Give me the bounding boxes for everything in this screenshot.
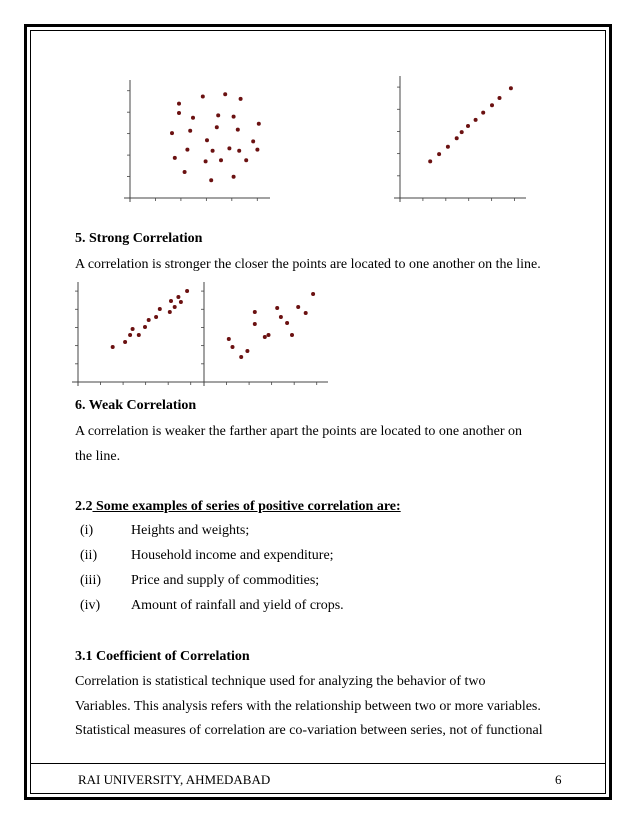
- scatter-plot-1: [118, 76, 278, 206]
- data-point: [437, 152, 441, 156]
- data-point: [227, 337, 231, 341]
- list-item-number: (i): [80, 523, 94, 538]
- examples-section-number: 2.2: [75, 499, 93, 514]
- data-point: [205, 138, 209, 142]
- data-point: [215, 125, 219, 129]
- data-point: [311, 292, 315, 296]
- coefficient-text-line1: Correlation is statistical technique used for analyzing the behavior of two: [75, 674, 486, 689]
- data-point: [237, 149, 241, 153]
- data-point: [428, 159, 432, 163]
- heading-examples: [75, 498, 401, 516]
- data-point: [232, 175, 236, 179]
- data-point: [466, 124, 470, 128]
- footer-university: RAI UNIVERSITY, AHMEDABAD: [78, 772, 271, 787]
- data-point: [177, 111, 181, 115]
- data-point: [211, 149, 215, 153]
- data-point: [304, 311, 308, 315]
- data-point: [490, 103, 494, 107]
- data-point: [253, 310, 257, 314]
- heading-strong-correlation: 5. Strong Correlation: [75, 231, 203, 246]
- weak-correlation-text-line1: A correlation is weaker the farther apart the points are located to one another on: [75, 424, 523, 439]
- footer-divider: [30, 763, 606, 764]
- data-point: [239, 355, 243, 359]
- data-point: [253, 322, 257, 326]
- scatter-plot-2: [388, 72, 533, 206]
- data-point: [204, 159, 208, 163]
- data-point: [275, 306, 279, 310]
- data-point: [285, 321, 289, 325]
- list-item-text: Heights and weights;: [131, 523, 250, 538]
- data-point: [251, 139, 255, 143]
- data-point: [216, 113, 220, 117]
- data-point: [179, 300, 183, 304]
- heading-weak-correlation: 6. Weak Correlation: [75, 398, 197, 413]
- data-point: [173, 156, 177, 160]
- data-point: [169, 299, 173, 303]
- coefficient-text-line3: Statistical measures of correlation are co-variation between series, not of functional: [75, 723, 543, 738]
- footer-page-number: 6: [555, 772, 562, 787]
- data-point: [481, 111, 485, 115]
- data-point: [201, 95, 205, 99]
- data-point: [185, 148, 189, 152]
- data-point: [279, 315, 283, 319]
- data-point: [236, 128, 240, 132]
- data-point: [188, 129, 192, 133]
- data-point: [227, 146, 231, 150]
- weak-correlation-text-line2: the line.: [75, 449, 121, 464]
- data-point: [177, 102, 181, 106]
- data-point: [183, 170, 187, 174]
- data-point: [257, 122, 261, 126]
- data-point: [137, 333, 141, 337]
- coefficient-text-line2: Variables. This analysis refers with the relationship between two or more variables.: [75, 699, 541, 714]
- data-point: [232, 115, 236, 119]
- data-point: [147, 318, 151, 322]
- data-point: [168, 310, 172, 314]
- data-point: [170, 131, 174, 135]
- data-point: [245, 349, 249, 353]
- list-item-number: (ii): [80, 548, 98, 563]
- scatter-plot-3: [72, 278, 204, 386]
- heading-coefficient-of-correlation: 3.1 Coefficient of Correlation: [75, 649, 250, 664]
- data-point: [131, 327, 135, 331]
- list-item-text: Household income and expenditure;: [131, 548, 334, 563]
- data-point: [128, 333, 132, 337]
- data-point: [158, 307, 162, 311]
- data-point: [455, 136, 459, 140]
- data-point: [460, 130, 464, 134]
- list-item-number: (iv): [80, 598, 101, 613]
- list-item-text: Amount of rainfall and yield of crops.: [131, 598, 344, 613]
- examples-heading-text: Some examples of series of positive correlation are:: [92, 499, 401, 514]
- data-point: [223, 92, 227, 96]
- data-point: [191, 116, 195, 120]
- data-point: [255, 148, 259, 152]
- data-point: [173, 305, 177, 309]
- data-point: [176, 295, 180, 299]
- list-item-number: (iii): [80, 573, 101, 588]
- data-point: [143, 325, 147, 329]
- data-point: [290, 333, 294, 337]
- data-point: [267, 333, 271, 337]
- data-point: [446, 145, 450, 149]
- data-point: [219, 158, 223, 162]
- data-point: [185, 289, 189, 293]
- data-point: [296, 305, 300, 309]
- data-point: [474, 118, 478, 122]
- data-point: [209, 178, 213, 182]
- data-point: [509, 86, 513, 90]
- data-point: [239, 97, 243, 101]
- data-point: [244, 158, 248, 162]
- data-point: [498, 96, 502, 100]
- data-point: [154, 315, 158, 319]
- data-point: [263, 335, 267, 339]
- scatter-plot-4: [200, 278, 330, 386]
- list-item-text: Price and supply of commodities;: [131, 573, 320, 588]
- data-point: [231, 345, 235, 349]
- data-point: [111, 345, 115, 349]
- strong-correlation-text: A correlation is stronger the closer the points are located to one another on the line.: [75, 257, 541, 272]
- data-point: [123, 340, 127, 344]
